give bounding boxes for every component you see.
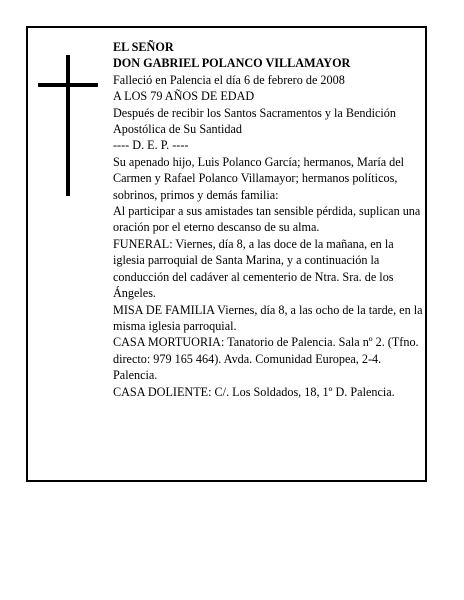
- family-paragraph: Su apenado hijo, Luis Polanco García; hermanos, María del Carmen y Rafael Polanco Villamayor; hermanos políticos, sobrinos, primos y demás familia:: [113, 154, 405, 202]
- mourning-house-details: CASA DOLIENTE: C/. Los Soldados, 18, 1º D. Palencia.: [113, 384, 395, 399]
- mortuary-details: CASA MORTUORIA: Tanatorio de Palencia. Sala nº 2. (Tfno. directo: 979 165 464). Avda. Comunidad Europea, 2-4. Palencia.: [113, 335, 419, 383]
- obituary-text: [113, 39, 425, 400]
- cross-vertical-bar: [66, 55, 70, 196]
- sacraments-line: Después de recibir los Santos Sacramentos y la Bendición Apostólica de Su Santidad: [113, 105, 396, 137]
- rip-line: ---- D. E. P. ----: [113, 138, 189, 153]
- funeral-details: FUNERAL: Viernes, día 8, a las doce de la mañana, en la iglesia parroquial de Santa Marina, y a continuación la conducción del cadáver al cementerio de Ntra. Sra. de los Ángeles.: [113, 236, 394, 301]
- family-mass-details: MISA DE FAMILIA Viernes, día 8, a las ocho de la tarde, en la misma iglesia parroquial.: [113, 302, 423, 333]
- death-statement: Falleció en Palencia el día 6 de febrero de 2008: [113, 72, 345, 87]
- deceased-title: EL SEÑOR: [113, 40, 174, 54]
- cross-horizontal-bar: [38, 83, 98, 87]
- age-line: A LOS 79 AÑOS DE EDAD: [113, 89, 255, 104]
- deceased-name: DON GABRIEL POLANCO VILLAMAYOR: [113, 56, 351, 71]
- prayer-request: Al participar a sus amistades tan sensible pérdida, suplican una oración por el eterno descanso de su alma.: [113, 204, 421, 235]
